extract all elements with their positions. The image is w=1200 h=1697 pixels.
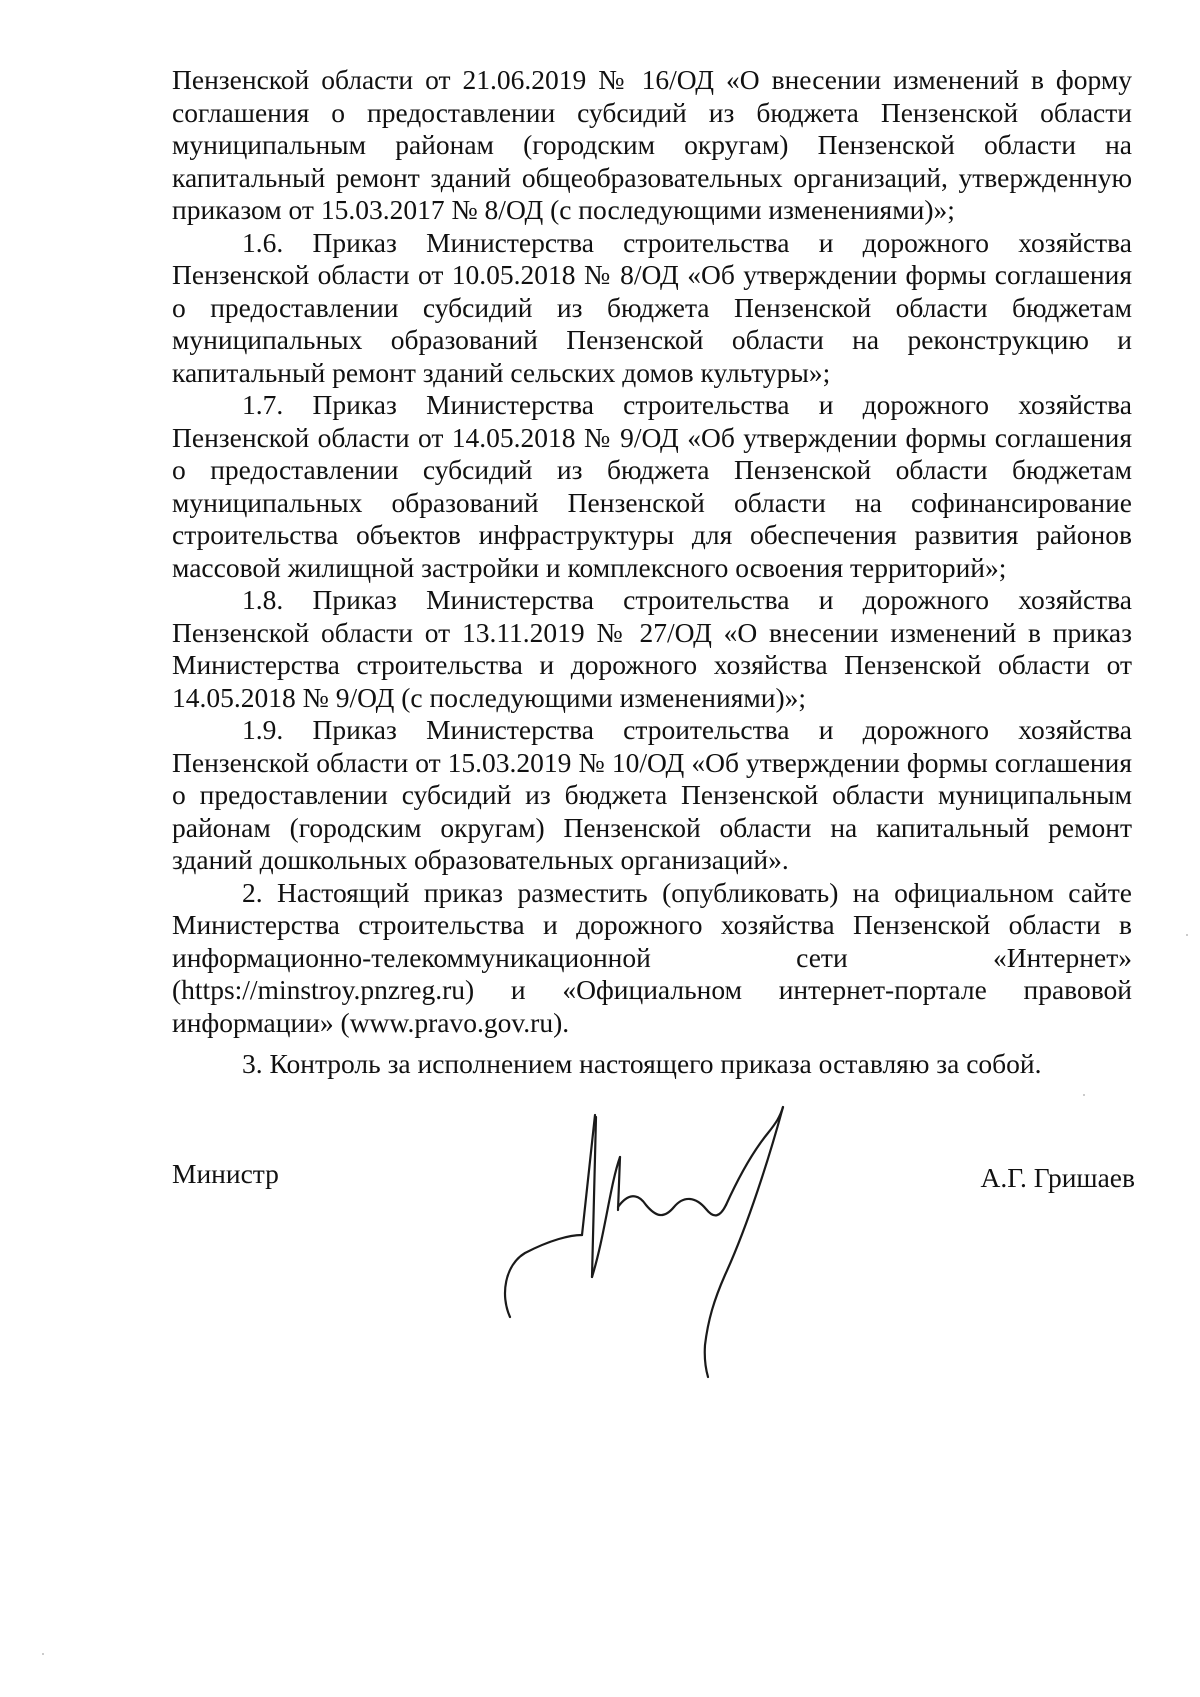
scan-speck — [1083, 1094, 1085, 1096]
document-body — [172, 64, 1132, 1081]
paragraph-item-1-9: 1.9. Приказ Министерства строительства и дорожного хозяйства Пензенской области от 15.03.2019 № 10/ОД «Об утверждении формы соглашения о предоставлении субсидий из бюджета Пензенской области муниципальным районам (городским округам) Пензенской области на капитальный ремонт зданий дошкольных образовательных организаций». — [172, 714, 1132, 875]
signer-name: А.Г. Гришаев — [980, 1162, 1135, 1193]
signer-position: Министр — [172, 1158, 279, 1189]
paragraph-continuation: Пензенской области от 21.06.2019 № 16/ОД «О внесении изменений в форму соглашения о предоставлении субсидий из бюджета Пензенской области муниципальным районам (городским округам) Пензенской области на капитальный ремонт зданий общеобразовательных организаций, утвержденную приказом от 15.03.2017 № 8/ОД (с последующими изменениями)»; — [172, 64, 1132, 225]
scan-speck — [1186, 934, 1188, 936]
paragraph-item-1-8: 1.8. Приказ Министерства строительства и дорожного хозяйства Пензенской области от 13.11.2019 № 27/ОД «О внесении изменений в приказ Министерства строительства и дорожного хозяйства Пензенской области от 14.05.2018 № 9/ОД (с последующими изменениями)»; — [172, 584, 1132, 713]
paragraph-item-1-6: 1.6. Приказ Министерства строительства и дорожного хозяйства Пензенской области от 10.05.2018 № 8/ОД «Об утверждении формы соглашения о предоставлении субсидий из бюджета Пензенской области бюджетам муниципальных образований Пензенской области на реконструкцию и капитальный ремонт зданий сельских домов культуры»; — [172, 226, 1132, 388]
paragraph-item-1-7: 1.7. Приказ Министерства строительства и дорожного хозяйства Пензенской области от 14.05.2018 № 9/ОД «Об утверждении формы соглашения о предоставлении субсидий из бюджета Пензенской области бюджетам муниципальных образований Пензенской области на софинансирование строительства объектов инфраструктуры для обеспечения развития районов массовой жилищной застройки и комплексного освоения территорий»; — [172, 389, 1132, 583]
paragraph-item-3: 3. Контроль за исполнением настоящего приказа оставляю за собой. — [242, 1048, 1042, 1079]
scan-speck — [42, 1653, 44, 1655]
paragraph-item-2: 2. Настоящий приказ разместить (опубликовать) на официальном сайте Министерства строительства и дорожного хозяйства Пензенской области в информационно-телекоммуникационной сети «Интернет» (https://minstroy.pnzreg.ru) и «Официальном интернет-портале правовой — [172, 876, 1132, 1005]
paragraph-item-2-end: информации» (www.pravo.gov.ru). — [172, 1006, 570, 1038]
handwritten-signature — [500, 1095, 800, 1385]
